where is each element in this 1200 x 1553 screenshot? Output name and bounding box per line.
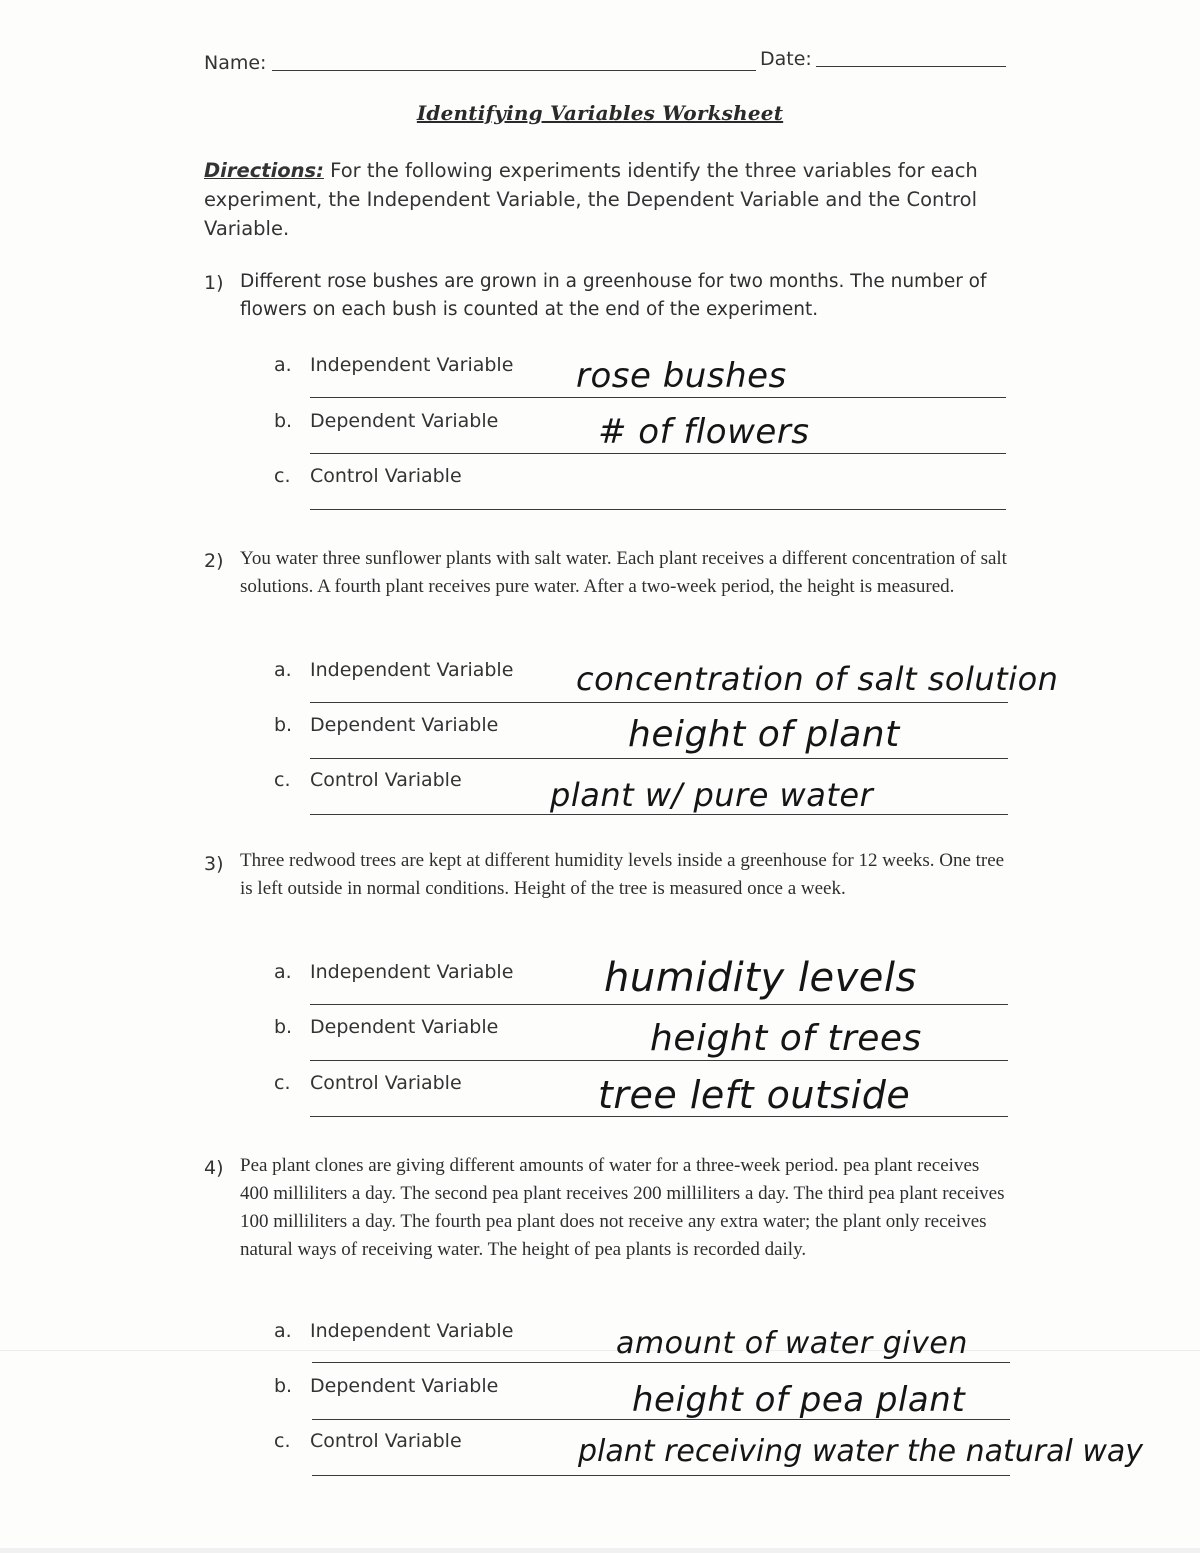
q4-independent-line[interactable] [312,1362,1010,1363]
question-3-number: 3) [204,853,224,875]
date-label: Date: [760,48,812,70]
q3-dependent-line[interactable] [310,1060,1008,1061]
question-2-number: 2) [204,550,224,572]
q1-independent-answer: rose bushes [576,356,787,396]
q4-dependent-answer: height of pea plant [632,1380,966,1420]
q2-independent-answer: concentration of salt solution [576,660,1059,698]
question-3-text: Three redwood trees are kept at different humidity levels inside a greenhouse for 12 weeks. One tree is left outside in normal conditions. Height of the tree is measured once a week. [240,850,1005,899]
q4-control-label: c. Control Variable [274,1430,462,1452]
directions-text: For the following experiments identify the three variables for each experiment, the Independent Variable, the Dependent Variable and the Control Variable. [204,159,978,240]
worksheet-title: Identifying Variables Worksheet [416,101,784,125]
scan-bottom-edge [0,1548,1200,1553]
q3-control-answer: tree left outside [598,1073,911,1117]
q3-independent-answer: humidity levels [604,955,917,1001]
q2-control-label: c. Control Variable [274,769,462,791]
q1-control-label: c. Control Variable [274,465,462,487]
q1-dependent-line[interactable] [310,453,1006,454]
q4-independent-label: a. Independent Variable [274,1320,514,1342]
question-1-text: Different rose bushes are grown in a greenhouse for two months. The number of flowers on each bush is counted at the end of the experiment. [240,271,987,320]
q1-independent-label: a. Independent Variable [274,354,514,376]
directions [204,156,1004,243]
q2-control-answer: plant w/ pure water [550,776,874,814]
q2-dependent-label: b. Dependent Variable [274,714,499,736]
q4-independent-answer: amount of water given [616,1326,968,1361]
q3-control-label: c. Control Variable [274,1072,462,1094]
question-4-number: 4) [204,1157,224,1179]
q3-independent-label: a. Independent Variable [274,961,514,983]
name-field[interactable] [272,70,756,71]
q2-independent-label: a. Independent Variable [274,659,514,681]
q1-control-line[interactable] [310,509,1006,510]
q2-independent-line[interactable] [310,702,1008,703]
date-field[interactable] [816,66,1006,67]
q1-dependent-label: b. Dependent Variable [274,410,499,432]
directions-label: Directions: [204,159,324,182]
question-2-text: You water three sunflower plants with salt water. Each plant receives a different concentration of salt solutions. A fourth plant receives pure water. After a two-week period, the height is measured. [240,548,1007,597]
question-1-number: 1) [204,272,224,294]
q3-independent-line[interactable] [310,1004,1008,1005]
q2-dependent-line[interactable] [310,758,1008,759]
name-label: Name: [204,52,267,74]
q4-dependent-label: b. Dependent Variable [274,1375,499,1397]
q1-independent-line[interactable] [310,397,1006,398]
q3-dependent-answer: height of trees [650,1018,922,1059]
q2-control-line[interactable] [310,814,1008,815]
scan-fold-line [0,1350,1200,1351]
q4-control-line[interactable] [312,1475,1010,1476]
q3-dependent-label: b. Dependent Variable [274,1016,499,1038]
q2-dependent-answer: height of plant [628,714,900,755]
question-4-text: Pea plant clones are giving different amounts of water for a three-week period. pea plant receives 400 milliliters a day. The second pea plant receives 200 milliliters a day. The third pea plant receives 100 milliliters a day. The fourth pea plant does not receive any extra water; the plant only receives natural ways of receiving water. The height of pea plants is recorded daily. [240,1155,1005,1260]
q1-dependent-answer: # of flowers [598,412,810,452]
q4-control-answer: plant receiving water the natural way [578,1434,1144,1469]
